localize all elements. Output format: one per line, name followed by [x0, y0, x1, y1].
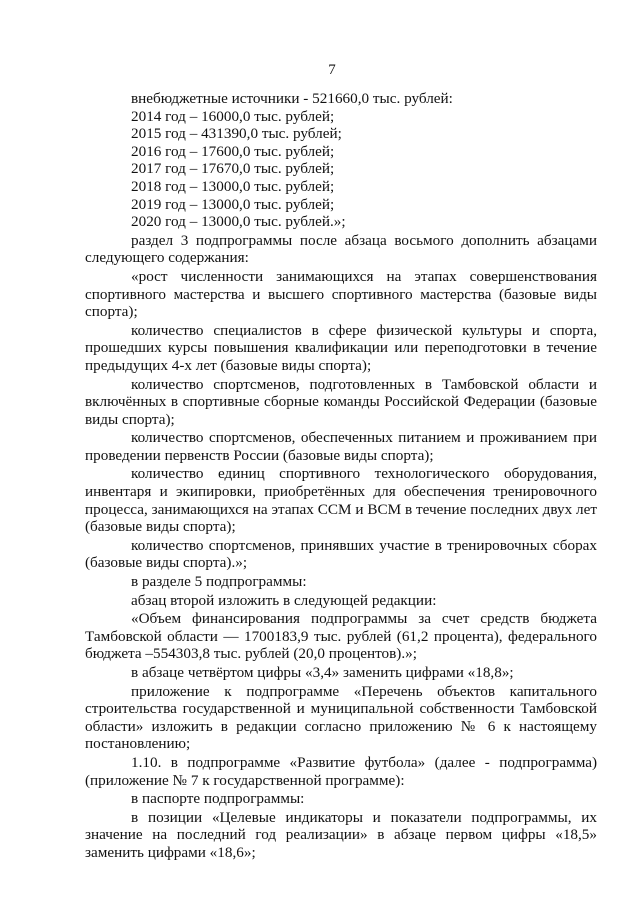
funding-line: 2014 год – 16000,0 тыс. рублей; — [131, 107, 335, 125]
funding-line: внебюджетные источники - 521660,0 тыс. рублей: — [131, 90, 453, 107]
paragraph: 1.10. в подпрограмме «Развитие футбола» (далее - подпрограмма) (приложение № 7 к государственной программе): — [85, 753, 597, 789]
paragraph: количество единиц спортивного технологического оборудования, инвентаря и экипировки, приобретённых для обеспечения тренировочного процесса, занимающихся на этапах ССМ и ВСМ в течение последних двух лет (базовые виды спорта); — [85, 465, 597, 536]
paragraph: количество спортсменов, подготовленных в Тамбовской области и включённых в спортивные сборные команды Российской Федерации (базовые виды спорта); — [85, 375, 597, 428]
paragraph: абзац второй изложить в следующей редакции: — [131, 591, 437, 609]
paragraph: количество спортсменов, принявших участие в тренировочных сборах (базовые виды спорта).»; — [85, 536, 597, 572]
paragraph: в паспорте подпрограммы: — [131, 790, 305, 808]
funding-line: 2018 год – 13000,0 тыс. рублей; — [131, 177, 335, 195]
page-number: 7 — [328, 62, 336, 78]
paragraph: в позиции «Целевые индикаторы и показатели подпрограммы, их значение на последний год реализации» в абзаце первом цифры «18,5» заменить цифрами «18,6»; — [85, 808, 597, 861]
funding-line: 2020 год – 13000,0 тыс. рублей.»; — [131, 213, 346, 231]
paragraph: количество спортсменов, обеспеченных питанием и проживанием при проведении первенств России (базовые виды спорта); — [85, 429, 597, 464]
paragraph: в абзаце четвёртом цифры «3,4» заменить цифрами «18,8»; — [131, 664, 514, 681]
paragraph: приложение к подпрограмме «Перечень объектов капитального строительства государственной и муниципальной собственности Тамбовской области» изложить в редакции согласно приложению № 6 к настоящему постановлению; — [85, 682, 597, 753]
paragraph: раздел 3 подпрограммы после абзаца восьмого дополнить абзацами следующего содержания: — [85, 231, 597, 267]
document-body — [85, 90, 597, 862]
funding-line: 2017 год – 17670,0 тыс. рублей; — [131, 160, 335, 178]
funding-line: 2015 год – 431390,0 тыс. рублей; — [131, 125, 342, 143]
paragraph: количество специалистов в сфере физической культуры и спорта, прошедших курсы повышения квалификации или переподготовки в течение предыдущих 4-х лет (базовые виды спорта); — [85, 321, 597, 374]
paragraph: в разделе 5 подпрограммы: — [131, 573, 307, 591]
funding-line: 2019 год – 13000,0 тыс. рублей; — [131, 195, 335, 213]
paragraph: «Объем финансирования подпрограммы за счет средств бюджета Тамбовской области — 1700183,9 тыс. рублей (61,2 процента), федерального бюджета –554303,8 тыс. рублей (20,0 процентов).»; — [85, 610, 597, 663]
funding-line: 2016 год – 17600,0 тыс. рублей; — [131, 142, 335, 160]
paragraph: «рост численности занимающихся на этапах совершенствования спортивного мастерства и высшего спортивного мастерства (базовые виды спорта); — [85, 267, 597, 321]
